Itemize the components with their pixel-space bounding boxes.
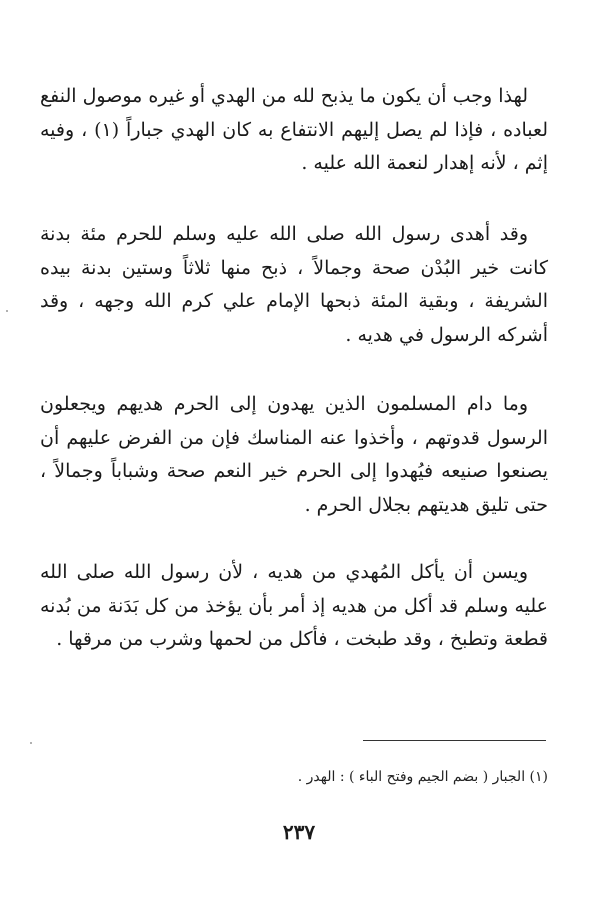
paragraph-1-block [40, 80, 548, 181]
paragraph-3: وما دام المسلمون الذين يهدون إلى الحرم هديهم ويجعلون الرسول قدوتهم ، وأخذوا عنه المناسك فإن من الفرض عليهم أن يصنعوا صنيعه فيُهدوا إلى الحرم خير النعم صحة وشباباً وجمالاً ، حتى تليق هديتهم بجلال الحرم . [40, 393, 548, 516]
paragraph-2: وقد أهدى رسول الله صلى الله عليه وسلم للحرم مئة بدنة كانت خير البُدْن صحة وجمالاً ، ذبح منها ثلاثاً وستين بدنة بيده الشريفة ، وبقية المئة ذبحها الإمام علي كرم الله وجهه ، وقد أشركه الرسول في هديه . [40, 223, 548, 346]
page-number: ٢٣٧ [282, 820, 316, 844]
paragraph-1: لهذا وجب أن يكون ما يذبح لله من الهدي أو غيره موصول النفع لعباده ، فإذا لم يصل إليهم الانتفاع به كان الهدي جباراً (١) ، وفيه إثم ، لأنه إهدار لنعمة الله عليه . [40, 85, 548, 174]
paragraph-2-block [40, 218, 548, 352]
footnote: (١) الجبار ( بضم الجيم وفتح الباء ) : الهدر . [297, 769, 548, 785]
scan-speck [30, 742, 32, 744]
paragraph-3-block [40, 388, 548, 522]
paragraph-4: ويسن أن يأكل المُهدي من هديه ، لأن رسول الله صلى الله عليه وسلم قد أكل من هديه إذ أمر بأن يؤخذ من كل بَدَنة من بُدنه قطعة وتطبخ ، وقد طبخت ، فأكل من لحمها وشرب من مرقها . [40, 561, 548, 650]
scan-speck [6, 310, 8, 312]
footnote-separator [363, 740, 546, 741]
paragraph-4-block [40, 556, 548, 657]
